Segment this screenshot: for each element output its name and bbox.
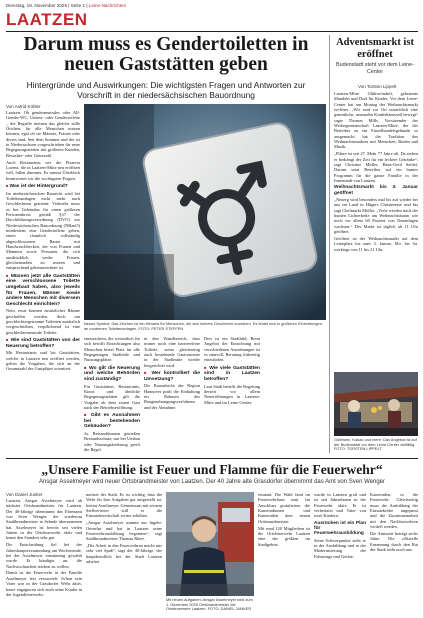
sidebar-photo-credit: FOTO: TORSTEN LIPPELT (334, 446, 382, 452)
question-heading: ■ Was ist der Hintergrund? (6, 183, 80, 190)
question-heading: ■ Wie viele Gaststätten sind in Laatzen betroffen? (204, 365, 260, 383)
article2-photo-caption: Mit neuen Aufgaben: Ansgar Asselmeyer wird zum 1. Dezember 2025 Ortsbrandmeister der Ortsfeuerwehr Laatzen. FOTO: DANIEL JUNKER (166, 597, 253, 612)
question-heading: ■ Wo gilt die Neuerung und welche Behörden sind zuständig? (84, 365, 140, 383)
sidebar-photo (334, 372, 418, 436)
sidebar-divider (329, 35, 330, 453)
rule-mid (6, 458, 418, 459)
article2-col1 (6, 498, 82, 614)
paragraph: „Plätze ist seit 27. Mehr 77 Jahre alt. Da stehen er bedrängt der Zeit für ein leckere Getränke“, sagt Christine Müller, Hans-Gerd Seidel. Darum setzt Betreiber auf ein buntes Programm für die ganze Familie in der Innenstadt von Laatzen. (334, 151, 418, 183)
article1-photo-credit: FOTO: PETER STEFFEN (138, 325, 184, 331)
paragraph: Seine Schwerpunkte sieht er in der Ausbildung und in der Modernisierung der Fahrzeuge und Geräte. (314, 537, 366, 559)
subheading: Weihnachtsmarkt bis 3. Januar geöffnet (334, 185, 418, 196)
article2-col4 (314, 492, 366, 614)
question-heading: ■ Müssen jetzt alle Gaststätten eine verschlossene Toilette umgebaut haben, also jeweils für Frauen, Männer sowie andere Menschen mit diversem Geschlecht einrichten? (6, 273, 80, 308)
rule-top (6, 31, 418, 32)
paragraph: Nein, zwar können zusätzlicher Räume geschaffen werden, doch um geschlechtergetrennte Toiletten zusätzlich vorgeschrieben, verpflichtend ist eine geschlechterneutrale Toilette. (6, 308, 80, 335)
paragraph: Im niedersächsischen Baurecht wird bei Toilettenanlagen nicht mehr nach Geschlechtern getrennt: Vielmehr muss es bei Gebäuden für einen größeren Personenkreis gemäß §37 der Durchführungsverordnung (DVO) zur Niedersächsischen Bauordnung (NBauO) mindestens eine Gendertoilette geben, einen räumlich vollständig abgeschlossenen Raum mit Handwaschbecken, der von Frauen und Männern sowie Personen, die sich ausdrücklich weder Frauen, gleichermaßen zu nutzen und entsprechend gekennzeichnet ist. (6, 190, 80, 271)
question-heading: ■ Gibt es Ausnahmen bei bestehenden Gebäuden? (84, 412, 140, 430)
paragraph: Damit ist die Feuerwehr in der Familie Asselmeyer fest verwurzelt: Schon sein Vater war in der Grasdorfer Wehr aktiv, heute engagieren sich auch seine Kinder in der Jugendfeuerwehr. (6, 570, 82, 597)
article2-col2 (86, 492, 162, 614)
paper-name: Leine-Nachrichten (88, 3, 127, 8)
dateline: Dienstag, 18. November 2025 | Seite 1 | Leine-Nachrichten (6, 3, 127, 8)
article1-headline: Darum muss es Gendertoiletten in neuen Gaststätten geben (23, 34, 309, 75)
subheading: Ausrücken ist ein Plan für Feuerwehrausbildung (314, 520, 366, 537)
paragraph: „Ansgar Asselmeyer stammt aus Ingeln-Oesselse und hat in Laatzen seine Feuerwehrausbildung begonnen“, sagt Stadtbrandmeister Thomas Rüter. (86, 520, 162, 542)
article1-photo (84, 104, 326, 320)
firefighter-photo (166, 492, 254, 596)
article2-headline: „Unsere Familie ist Feuer und Flamme für die Feuerwehr“ (41, 462, 383, 477)
gender-sign-photo (84, 104, 326, 320)
article1-col3 (144, 336, 200, 452)
sidebar-headline: Adventsmarkt ist eröffnet (336, 37, 414, 60)
paragraph: einzurichten, die wesentlich für sich betrifft Einrichtungen also Menschen bietet Platz für alle Begegnungen Stadtteile und Nutzungsplätze. (84, 336, 140, 363)
question-heading: ■ Wer kontrolliert die Umsetzung? (144, 370, 200, 382)
article1-col1 (6, 110, 80, 452)
paragraph: Die Entscheidung fiel bei der Jahreshauptversammlung am Wochenende, bei der Asselmeyer einstimmig gewählt wurde. Er kündigte an, die Nachwuchsarbeit stärken zu wollen. (6, 542, 82, 569)
article1-col2 (84, 336, 140, 452)
paragraph: Die Bauaufsicht der Region Hannover prüft die Einhaltung im Rahmen des Baugenehmigungsverfahrens und der Abnahme. (144, 383, 200, 410)
paragraph: Dies ist ein Stadtbild, Beim Angebot der Einrichtung mit verschiedenen Anordnungen ist es sinnvoll, Beratung frühzeitig einzuholen. (204, 336, 260, 363)
paragraph: in den Wandbereich, dass immer noch eine barrierefreie Toilette, wenn gleichzeitig auch bestehende Gastronomie in der Stadtmitte wieder hergerichtet wird. (144, 336, 200, 368)
paragraph: meister der Stadt. Es ist wichtig, dass die Wehr für ihre Aufgaben gut aufgestellt ist, betont Asselmeyer. Gemeinsam mit seinem Stellvertreter will er die Einsatzbereitschaft weiter erhöhen. (86, 492, 162, 519)
section-title: LAATZEN (6, 10, 88, 29)
paragraph: Kameraden, so die Feuerwehr. Gleichzeitig muss die Ausbildung der Einsatzkräfte angepasst und die Zusammenarbeit mit den Nachbarwehren vertieft werden. (370, 492, 418, 530)
paragraph: „Neuerg wird besonders mal bis auf wieder bei uns im Land in Hügers Christmesse und bis sagt Chefmarkt Müller. „Viele werden nach der bunten Lichterkette am Weihnachtsbaum wie noch vor allem 60 Prozent von Neuanlagen wachsen.“ Der Markt ist täglich ab 11 Uhr geöffnet. (334, 197, 418, 235)
article1-photo-caption: Neues Symbol: Das Zeichen ist ein Hinweis für Menschen, die sich keinem Geschlecht zuordnen. Es findet sich in größeren Einrichtungen an modernen Toilettenanlagen. FOTO: PETER STEFFEN (84, 321, 322, 331)
article2-photo (166, 492, 254, 596)
article2-byline: Von Daniel Junker (6, 492, 43, 497)
sidebar-byline: Von Torsten Lippelt (358, 84, 397, 89)
article2-col5 (370, 492, 418, 614)
paragraph: wurde in Laatzen groß und ist seit Jahrzehnten in der Feuerwehr aktiv. Er ist verheiratet und Vater von zwei Kindern. (314, 492, 366, 519)
article1-byline: Von Astrid Köhler (6, 104, 41, 109)
sidebar-subhead: Budenstadt steht vor dem Leine-Center (336, 62, 414, 75)
paragraph: Auch Restaurants wie die Pizzeria Lorenz, die in Laatzen-Mitte neu eröffnen will, fallen darunter. Es nimmt Überblick beantwortet wir die wichtigsten Fragen. (6, 159, 80, 181)
paragraph: Laatzen-Mitte. Glühweinduft, gebrannte Mandeln und Duft für Kinder: Vor dem Leine-Center hat am Montag der Weihnachtsmarkt eröffnet. „Wir sind vor Ort tatsächlich eine gemütliche, neunzehn Kinderkarussell bewegt“ sagte Thomas Mills, Vorsitzender der Werbegemeinschaft Laatzen-Mitte, der der Betreiber zu ein Einzelhandelsgebäude so ausgemacht hat die Tradition des Weihnachtsmarktes mit Menschen, Buden und Musik. (334, 91, 418, 150)
article2-subhead: Ansgar Asselmeyer wird neuer Ortsbrandmeister von Laatzen. Der 40 Jahre alte Grasdorfer übernimmt das Amt von Sven Wenger (38, 479, 386, 485)
paragraph: Laatzen. Ob genderneutrales oder All-Gender-WC, Unisex- oder Gendertoilette – die Begriffe meinen das gleiche stille Örtchen, für alle Menschen nutzen können, egal ob sie Männer, Frauen oder divers sind. Seit dem Sommer und der ist in Niedersachsen vorgeschrieben für neue Begegnungsstätten mit größeren Kunden, Besucher- oder Gästezahl. (6, 110, 80, 158)
paragraph: Die Amtszeit beträgt sechs Jahre. Die offizielle Ernennung durch den Rat der Stadt steht noch aus. (370, 530, 418, 552)
paragraph: Ja, Bestandsbauten genießen Bestandsschutz; nur bei Umbau oder Nutzungsänderung greift die Regel. (84, 431, 140, 452)
article1-col4 (204, 336, 260, 452)
paragraph: Für Gaststätten, Restaurants, Kinos und ähnliche Begegnungsstätten gilt die Vorgabe ab dem ersten Gast nach der Betriebseröffnung. (84, 383, 140, 410)
paragraph: Laut Stadt betrifft die Regelung derzeit vor allem Neueröffnungen in Laatzen-Mitte und im Leine-Center. (204, 383, 260, 405)
question-heading: ■ Wie sind Gaststätten von der Neuerung betroffen? (6, 337, 80, 349)
paragraph: „Die Arbeit in den Feuerwehren macht mir sehr viel Spaß“, sagt der 40-Jährige, der hauptberuflich bei der Stadt Laatzen arbeitet. (86, 543, 162, 565)
sidebar-photo-caption: Glühwein, Kakao und mehr: Das Angebot ist auf der Budenstadt vor dem Leine-Center vielfältig. FOTO: TORSTEN LIPPELT (334, 437, 417, 452)
paragraph: Laatzen. Ansgar Asselmeyer wird ab nächster Ortsbrandmeister für Laatzen. Der 40-Jährige übernimmt das Ehrenamt von Sven Wenger, der wiederum Stadtbrandmeister in Sehnde übernommen hat. Asselmeyer ist bereits seit vielen Jahren in der Ortsfeuerwehr aktiv und kennt den Standort sehr gut. (6, 498, 82, 541)
paragraph: Mit rund 120 Mitgliedern ist die Ortsfeuerwehr Laatzen eine der größten im Stadtgebiet. (258, 525, 310, 547)
article1-subhead: Hintergründe und Auswirkungen: Die wichtigsten Fragen und Antworten zur Vorschrift in der niedersächsischen Bauordnung (26, 80, 306, 100)
paragraph: Mit Restaurants und bis Gaststätten, welche in Laatzen neu eröffnet werden, gelten die Vorgaben, die sich an der Gesamtzahl der Gastplätze orientiert. (6, 350, 80, 372)
article2-col3 (258, 492, 310, 614)
paragraph: Geöffnet ist der Weihnachtsmarkt auf dem Leineplatz bis zum 3. Januar, Mo. bis Sa. werktags von 11 bis 21 Uhr. (334, 235, 418, 252)
market-stall-photo (334, 372, 418, 436)
article2-photo-credit: FOTO: DANIEL JUNKER (207, 606, 252, 612)
sidebar-text (334, 91, 418, 369)
paragraph: ernannt. Die Wahl fand im Feuerwehrhaus statt. Im Anschluss gratulierten die Kameradinnen und Kameraden dem neuen Ortsbrandmeister. (258, 492, 310, 524)
